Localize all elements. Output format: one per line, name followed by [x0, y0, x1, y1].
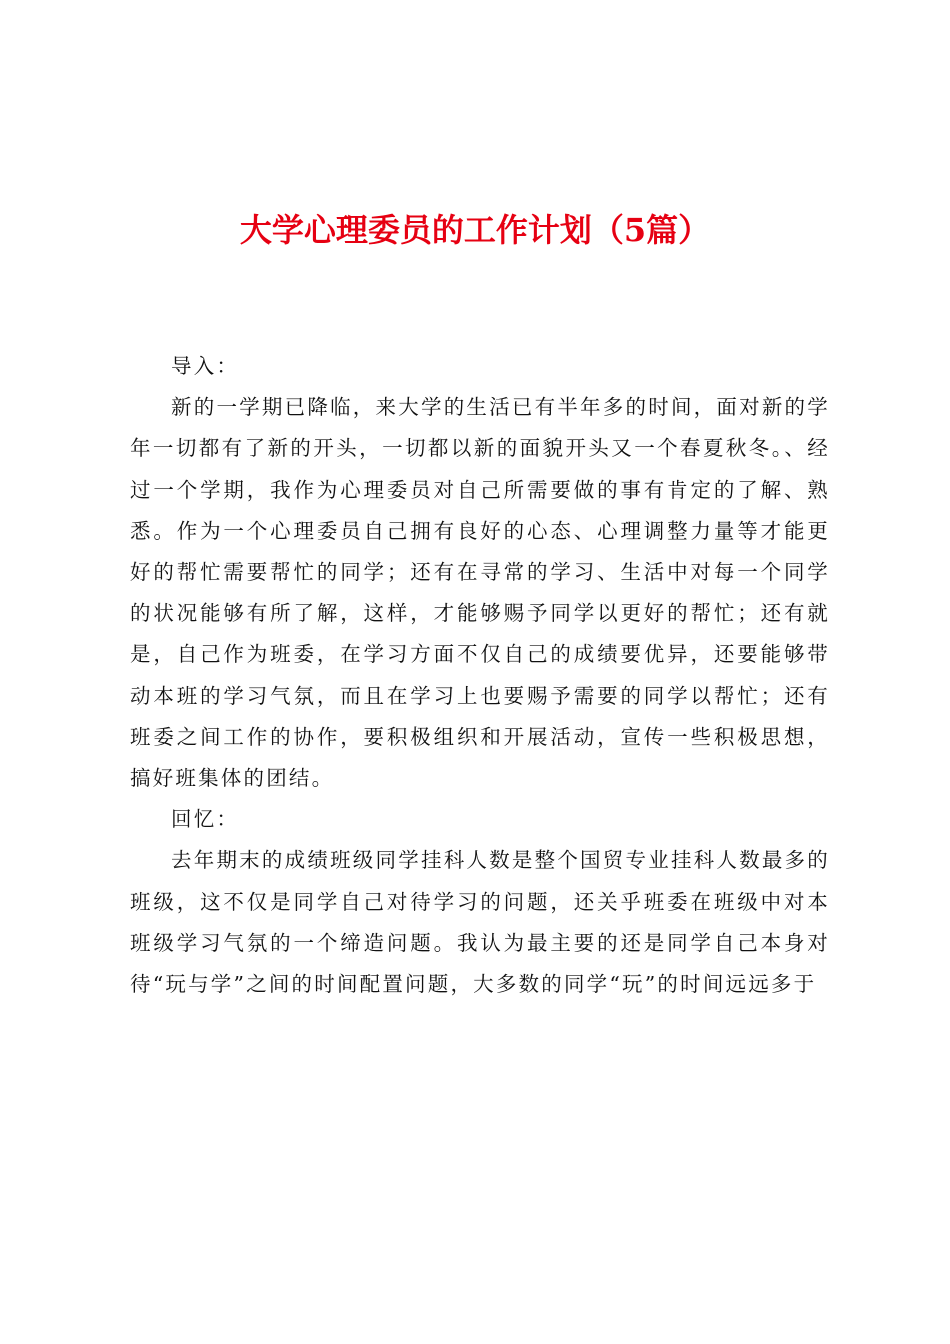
- paragraph-review-heading: 回忆：: [171, 807, 240, 832]
- paragraph-review: 去年期末的成绩班级同学挂科人数是整个国贸专业挂科人数最多的班级，这不仅是同学自己对待学习的问题，还关乎班委在班级中对本班级学习气氛的一个缔造问题。我认为最主要的还是同学自己本身对待“玩与学”之间的时间配置问题，大多数的同学“玩”的时间远远多于: [130, 848, 830, 997]
- document-body: [130, 346, 830, 1005]
- paragraph-intro: 新的一学期已降临，来大学的生活已有半年多的时间，面对新的学年一切都有了新的开头，一切都以新的面貌开头又一个春夏秋冬。、经过一个学期，我作为心理委员对自己所需要做的事有肯定的了解、熟悉。作为一个心理委员自己拥有良好的心态、心理调整力量等才能更好的帮忙需要帮忙的同学；还有在寻常的学习、生活中对每一个同学的状况能够有所了解，这样，才能够赐予同学以更好的帮忙；还有就是，自己作为班委，在学习方面不仅自己的成绩要优异，还要能够带动本班的学习气氛，而且在学习上也要赐予需要的同学以帮忙；还有班委之间工作的协作，要积极组织和开展活动，宣传一些积极思想，搞好班集体的团结。: [130, 395, 830, 791]
- document-title: 大学心理委员的工作计划（5篇）: [239, 211, 711, 249]
- paragraph-intro-heading: 导入：: [171, 354, 240, 378]
